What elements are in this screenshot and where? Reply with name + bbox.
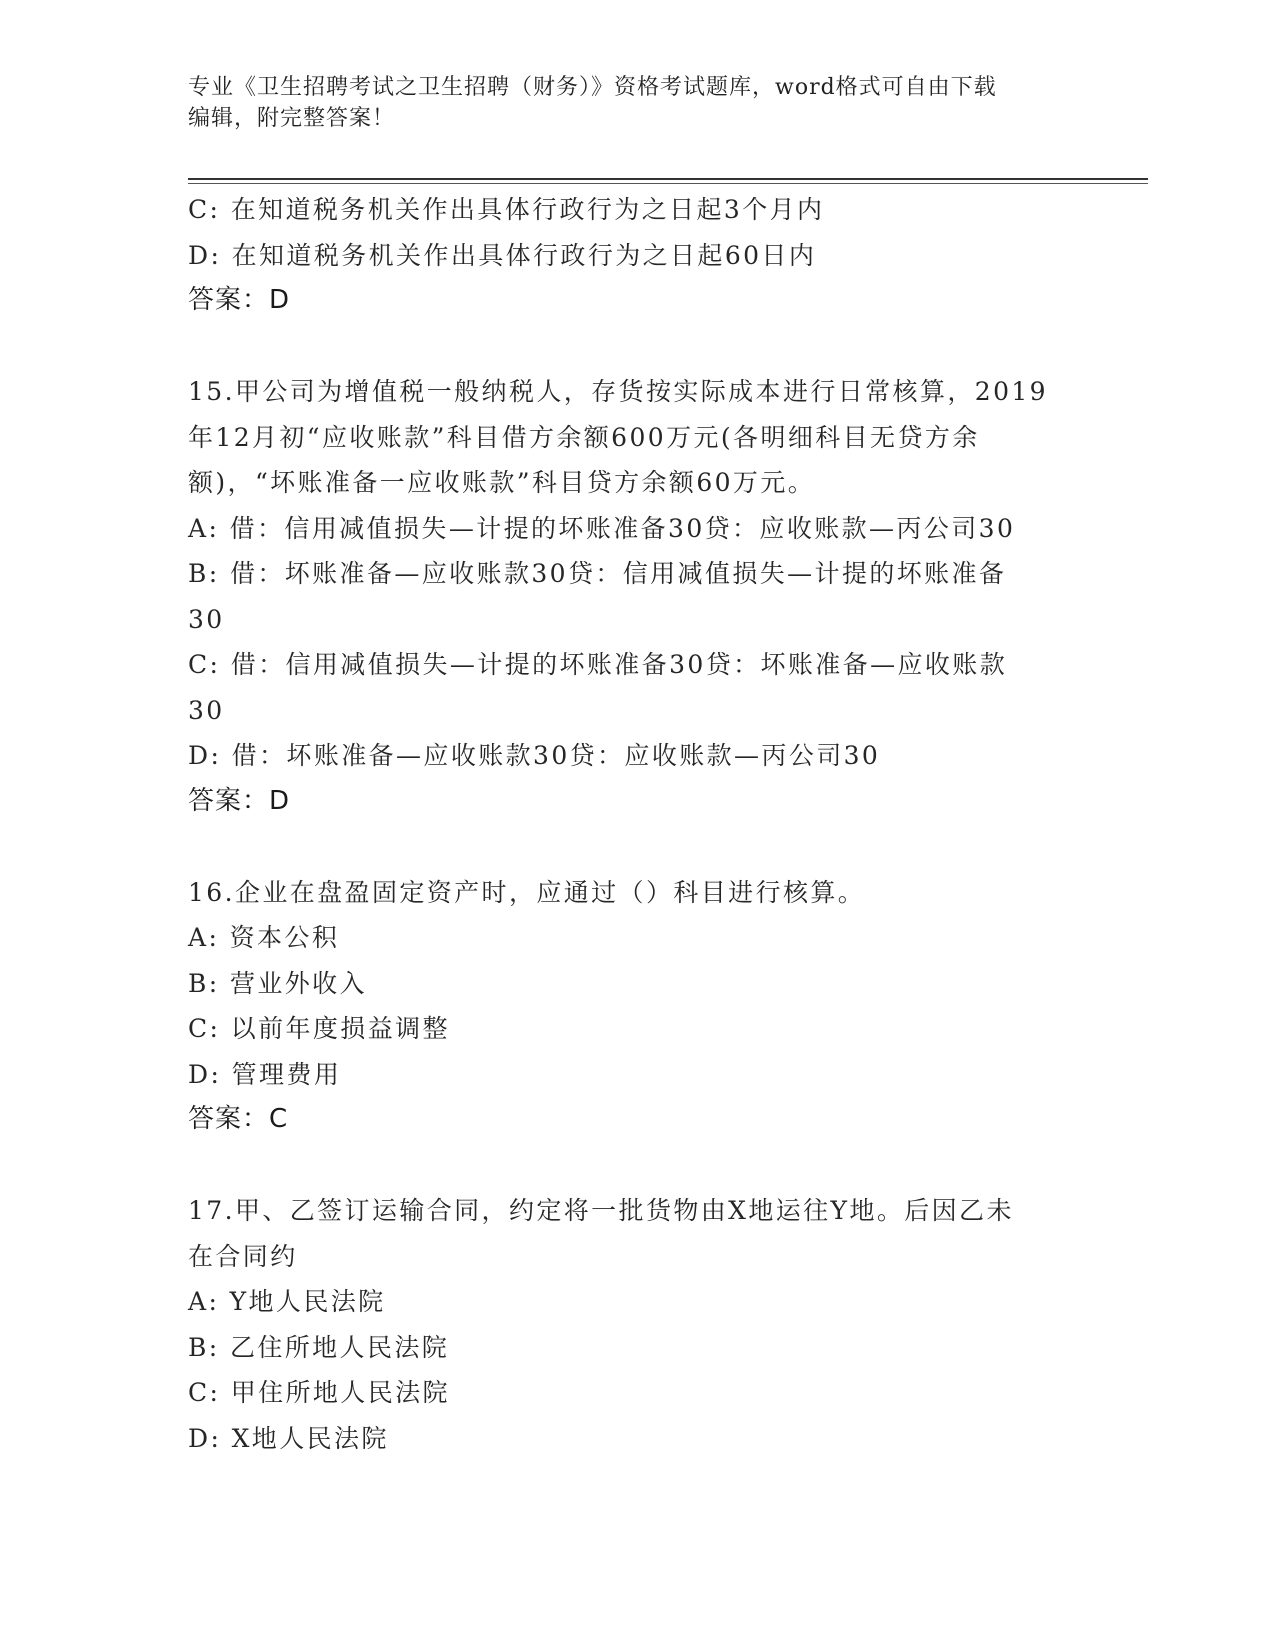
header-line-1: 专业《卫生招聘考试之卫生招聘（财务）》资格考试题库，word格式可自由下载 <box>188 75 997 100</box>
q15-option-c-cont: 30 <box>188 695 225 725</box>
q15-option-a: A: 借：信用减值损失—计提的坏账准备30贷：应收账款—丙公司30 <box>188 513 1016 543</box>
q17-stem-line-1: 17.甲、乙签订运输合同，约定将一批货物由X地运往Y地。后因乙未 <box>188 1196 1014 1225</box>
q15-stem-line-1: 15.甲公司为增值税一般纳税人，存货按实际成本进行日常核算，2019 <box>188 377 1048 406</box>
q15-option-b: B: 借：坏账准备—应收账款30贷：信用减值损失—计提的坏账准备 <box>188 559 1007 588</box>
q15-option-d: D: 借：坏账准备—应收账款30贷：应收账款—丙公司30 <box>188 741 881 770</box>
header-line-2: 编辑，附完整答案！ <box>188 106 396 131</box>
q17-option-d: D: X地人民法院 <box>188 1423 389 1453</box>
header-divider-thin <box>188 183 1148 184</box>
q16-option-c: C: 以前年度损益调整 <box>188 1014 450 1043</box>
prev-answer: 答案：D <box>188 285 291 315</box>
q15-option-c: C: 借：信用减值损失—计提的坏账准备30贷：坏账准备—应收账款 <box>188 650 1008 679</box>
spacer <box>188 324 1088 370</box>
prev-option-d: D: 在知道税务机关作出具体行政行为之日起60日内 <box>188 240 817 270</box>
question-15 <box>188 369 1088 824</box>
spacer <box>188 1143 1088 1189</box>
question-16 <box>188 870 1088 1143</box>
q17-option-b: B: 乙住所地人民法院 <box>188 1332 450 1362</box>
q16-option-b: B: 营业外收入 <box>188 968 367 998</box>
header-divider-thick <box>188 178 1148 180</box>
prev-option-c: C: 在知道税务机关作出具体行政行为之日起3个月内 <box>188 195 825 224</box>
q16-answer: 答案：C <box>188 1104 289 1134</box>
q15-answer: 答案：D <box>188 785 291 816</box>
q16-stem: 16.企业在盘盈固定资产时，应通过（）科目进行核算。 <box>188 877 866 907</box>
q17-stem-line-2: 在合同约 <box>188 1241 298 1271</box>
q17-option-c: C: 甲住所地人民法院 <box>188 1378 450 1407</box>
document-header <box>188 72 1068 134</box>
q15-stem-line-2: 年12月初“应收账款”科目借方余额600万元(各明细科目无贷方余 <box>188 422 980 452</box>
q15-option-b-cont: 30 <box>188 604 225 634</box>
question-content <box>188 187 1088 1461</box>
q16-option-a: A: 资本公积 <box>188 923 340 952</box>
q16-option-d: D: 管理费用 <box>188 1059 342 1089</box>
spacer <box>188 824 1088 870</box>
q17-option-a: A: Y地人民法院 <box>188 1287 386 1316</box>
question-17 <box>188 1188 1088 1461</box>
q15-stem-line-3: 额)，“坏账准备一应收账款”科目贷方余额60万元。 <box>188 468 816 497</box>
